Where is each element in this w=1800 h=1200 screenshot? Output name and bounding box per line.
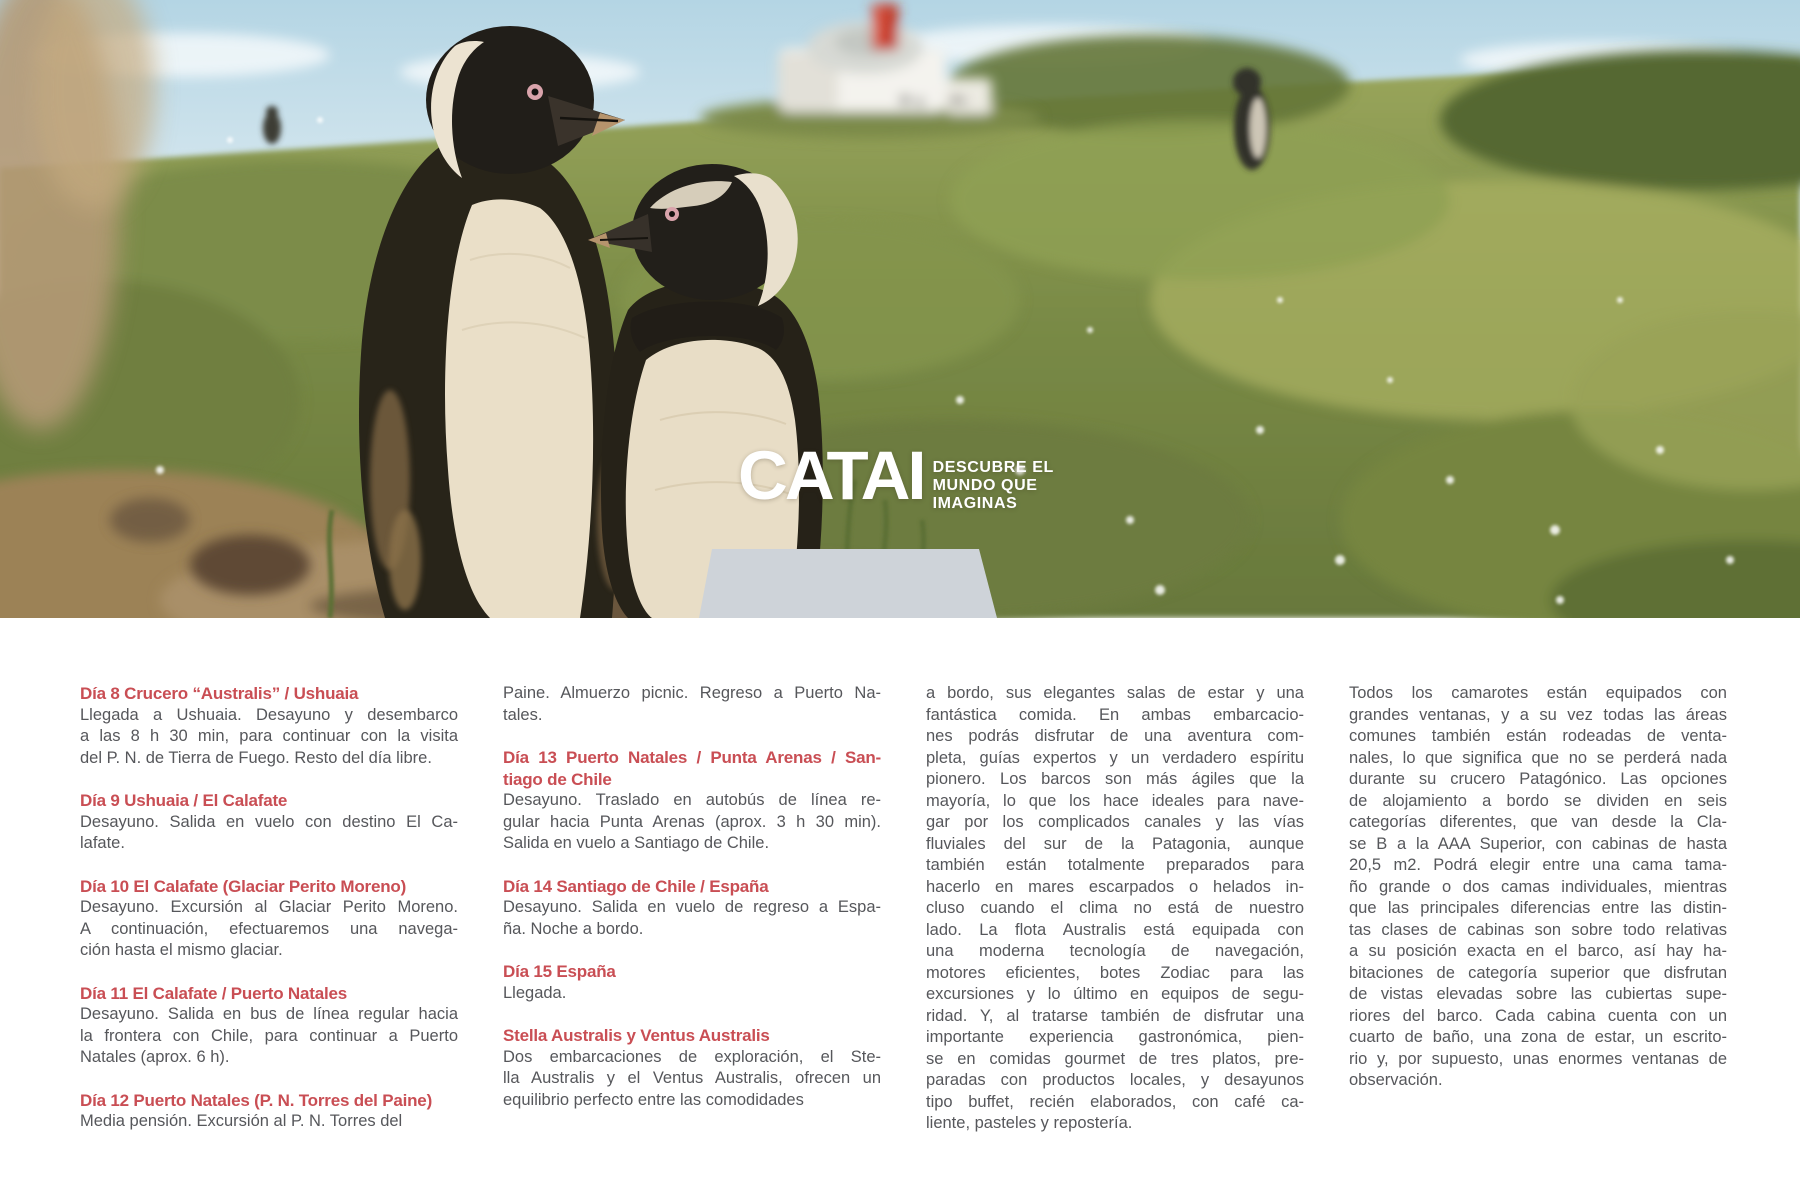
text-line: Natales (aprox. 6 h). xyxy=(80,1048,230,1066)
text-line: de alojamiento a bordo se dividen en seis xyxy=(1349,791,1727,810)
body-paragraph xyxy=(80,812,458,855)
text-line: durante su crucero Patagónico. Las opciones xyxy=(1349,770,1727,788)
text-line: se en comidas gourmet de tres platos, pre- xyxy=(926,1049,1304,1068)
itinerary-column-3 xyxy=(926,683,1304,1156)
body-paragraph xyxy=(503,983,881,1005)
text-line: tiago de Chile xyxy=(503,769,612,789)
text-line: nes podrás disfrutar de una aventura com- xyxy=(926,727,1304,745)
text-line: pleta, guías expertos y un verdadero espíritu xyxy=(926,748,1304,767)
text-line: lafate. xyxy=(80,834,125,852)
text-line: Llegada. xyxy=(503,983,567,1002)
day-heading xyxy=(80,683,458,705)
text-line: Paine. Almuerzo picnic. Regreso a Puerto Na- xyxy=(503,684,881,702)
itinerary-column-1 xyxy=(80,683,458,1154)
text-line: lado. La flota Australis está equipada con xyxy=(926,920,1304,939)
text-line: fantástica comida. En ambas embarcacio- xyxy=(926,705,1304,724)
text-line: riores del barco. Cada cabina cuenta con un xyxy=(1349,1006,1727,1025)
body-paragraph xyxy=(80,897,458,962)
text-line: gar por los complicados canales y las vías xyxy=(926,813,1304,831)
tagline-line-3: IMAGINAS xyxy=(932,495,1018,512)
day-heading xyxy=(80,983,458,1005)
day-heading xyxy=(503,876,881,898)
text-line: Desayuno. Salida en bus de línea regular hacia xyxy=(80,1005,458,1023)
catai-logo xyxy=(738,437,1054,514)
text-line: Día 8 Crucero “Australis” / Ushuaia xyxy=(80,684,359,703)
text-line: 20,5 m2. Podrá elegir entre una cama tama- xyxy=(1349,856,1727,874)
gray-tab xyxy=(699,549,997,618)
text-line: A continuación, efectuaremos una navega- xyxy=(80,919,458,938)
text-line: lla Australis y el Ventus Australis, ofrecen un xyxy=(503,1069,881,1087)
day-heading xyxy=(80,790,458,812)
itinerary-column-2 xyxy=(503,683,881,1132)
text-line: comunes también están rodeadas de venta- xyxy=(1349,727,1727,745)
catai-tagline xyxy=(933,446,1054,513)
text-line: de vistas elevadas sobre las cubiertas supe- xyxy=(1349,985,1727,1003)
body-paragraph xyxy=(80,1004,458,1069)
text-line: ridad. Y, al tratarse también de disfrutar una xyxy=(926,1006,1304,1025)
body-paragraph xyxy=(1349,683,1727,1092)
text-line: a las 8 h 30 min, para continuar con la visita xyxy=(80,727,458,745)
text-line: tas clases de cabinas son sobre todo relativas xyxy=(1349,920,1727,939)
text-line: gular hacia Punta Arenas (aprox. 3 h 30 min). xyxy=(503,812,881,831)
text-line: rio y, por supuesto, unas enormes ventanas de xyxy=(1349,1049,1727,1068)
text-line: Todos los camarotes están equipados con xyxy=(1349,684,1727,702)
body-paragraph xyxy=(80,1111,458,1133)
text-line: también están totalmente preparados para xyxy=(926,856,1304,874)
text-line: equilibrio perfecto entre las comodidades xyxy=(503,1090,804,1109)
body-paragraph xyxy=(926,683,1304,1135)
day-heading xyxy=(80,876,458,898)
text-line: Desayuno. Traslado en autobús de línea re- xyxy=(503,791,881,809)
text-line: la frontera con Chile, para continuar a Puerto xyxy=(80,1026,458,1045)
body-paragraph xyxy=(503,897,881,940)
text-line: ña. Noche a bordo. xyxy=(503,919,644,938)
itinerary-column-4 xyxy=(1349,683,1727,1113)
text-line: pionero. Los barcos son más ágiles que la xyxy=(926,770,1304,788)
day-heading xyxy=(80,1090,458,1112)
text-line: Stella Australis y Ventus Australis xyxy=(503,1026,770,1045)
text-line: observación. xyxy=(1349,1071,1443,1089)
itinerary-content xyxy=(0,618,1800,1200)
text-line: Día 11 El Calafate / Puerto Natales xyxy=(80,983,348,1003)
text-line: Salida en vuelo a Santiago de Chile. xyxy=(503,834,770,852)
body-paragraph xyxy=(80,705,458,770)
text-line: tipo buffet, recién elaborados, con café ca- xyxy=(926,1092,1304,1111)
text-line: una moderna tecnología de navegación, xyxy=(926,942,1304,960)
text-line: categorías diferentes, que van desde la Cla- xyxy=(1349,813,1727,831)
text-line: Llegada a Ushuaia. Desayuno y desembarco xyxy=(80,705,458,724)
text-line: Desayuno. Salida en vuelo con destino El Ca- xyxy=(80,812,458,831)
text-line: Día 13 Puerto Natales / Punta Arenas / San- xyxy=(503,748,881,767)
text-line: del P. N. de Tierra de Fuego. Resto del día libre. xyxy=(80,748,432,767)
text-line: Día 14 Santiago de Chile / España xyxy=(503,876,769,896)
text-line: bitaciones de categoría superior que disfrutan xyxy=(1349,963,1727,982)
text-line: Día 15 España xyxy=(503,962,616,981)
text-line: cluso cuando el clima no está de nuestro xyxy=(926,899,1304,917)
text-line: a su posición exacta en el barco, así hay ha- xyxy=(1349,942,1727,960)
text-line: Día 12 Puerto Natales (P. N. Torres del Paine) xyxy=(80,1090,433,1110)
text-line: tales. xyxy=(503,705,543,724)
day-heading xyxy=(503,961,881,983)
text-line: paradas con productos locales, y desayunos xyxy=(926,1071,1304,1089)
text-line: se B a la AAA Superior, con cabinas de hasta xyxy=(1349,834,1727,853)
day-heading xyxy=(503,747,881,790)
text-line: que las principales diferencias entre las distin- xyxy=(1349,899,1727,917)
text-line: ción hasta el mismo glaciar. xyxy=(80,941,283,959)
body-paragraph xyxy=(503,683,881,726)
text-line: nales, lo que significa que no se perderá nada xyxy=(1349,748,1727,767)
text-line: importante experiencia gastronómica, pien- xyxy=(926,1028,1304,1046)
text-line: liente, pasteles y repostería. xyxy=(926,1114,1133,1132)
text-line: Desayuno. Salida en vuelo de regreso a Espa- xyxy=(503,898,881,916)
text-line: Día 10 El Calafate (Glaciar Perito Moreno) xyxy=(80,876,407,896)
text-line: Día 9 Ushuaia / El Calafate xyxy=(80,791,288,810)
text-line: mayoría, lo que los hace ideales para nave- xyxy=(926,791,1304,810)
text-line: motores eficientes, botes Zodiac para las xyxy=(926,963,1304,982)
tagline-line-2: MUNDO QUE xyxy=(932,477,1038,494)
text-line: Media pensión. Excursión al P. N. Torres del xyxy=(80,1112,403,1130)
body-paragraph xyxy=(503,1047,881,1112)
tagline-line-1: DESCUBRE EL xyxy=(932,459,1054,476)
catai-logo-text: CATAI xyxy=(738,437,924,514)
text-line: excursiones y lo último en equipos de segu- xyxy=(926,985,1304,1003)
text-line: ño grande o dos camas individuales, mientras xyxy=(1349,877,1727,896)
text-line: fluviales del sur de la Patagonia, aunque xyxy=(926,834,1304,853)
text-line: cuarto de baño, una zona de estar, un escrito- xyxy=(1349,1028,1727,1046)
text-line: grandes ventanas, y a su vez todas las áreas xyxy=(1349,705,1727,724)
body-paragraph xyxy=(503,790,881,855)
text-line: hacerlo en mares escarpados o helados in- xyxy=(926,877,1304,896)
text-line: Desayuno. Excursión al Glaciar Perito Moreno. xyxy=(80,898,458,916)
day-heading xyxy=(503,1025,881,1047)
text-line: a bordo, sus elegantes salas de estar y una xyxy=(926,684,1304,702)
text-line: Dos embarcaciones de exploración, el Ste- xyxy=(503,1047,881,1066)
